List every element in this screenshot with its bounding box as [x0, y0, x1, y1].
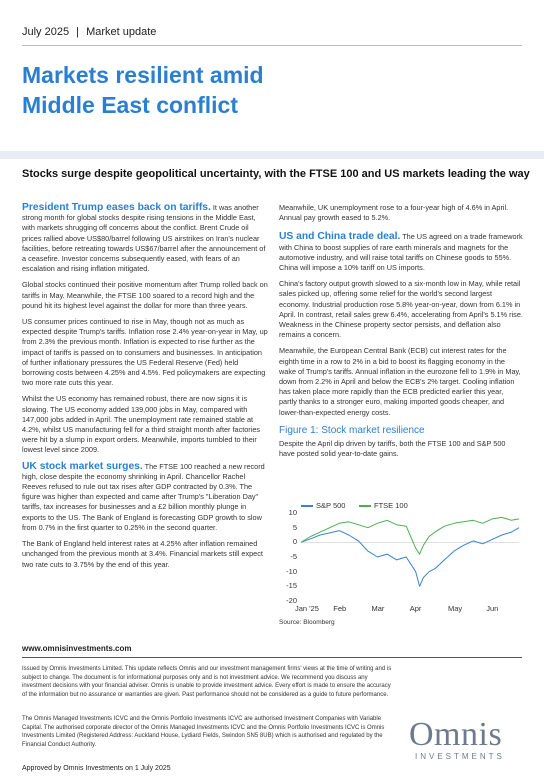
issue-date-line	[22, 26, 156, 38]
y-tick-label: -15	[286, 581, 297, 591]
chart-source: Source: Bloomberg	[279, 619, 335, 626]
x-tick-label: Mar	[371, 604, 385, 613]
x-tick-label: Jun	[486, 604, 499, 613]
series-line-sp500	[301, 528, 519, 587]
y-tick-label: 10	[288, 508, 297, 517]
left-column	[22, 203, 268, 576]
figure-title: Figure 1: Stock market resilience	[279, 424, 425, 436]
legend-label-ftse: FTSE 100	[374, 501, 408, 510]
omnis-logo: Omnis	[409, 716, 503, 753]
figure-caption: Despite the April dip driven by tariffs, both the FTSE 100 and S&P 500 have posted solid year-to-date gains.	[279, 439, 506, 459]
section-3-para-1: The US agreed on a trade framework with China to boost supplies of rare earth minerals and magnets for the automotive industry, and will raise total tariffs on Chinese goods to 55%. China will impose a 10% tariff on US imports.	[279, 232, 523, 273]
section-2-para-1: The FTSE 100 reached a new record high, close despite the economy shrinking in April. Chancellor Rachel Reeves refused to rule out tax rises after GDP contracted by 0.3%. The figure was higher than expected and came after Trump's "Liberation Day" tariffs, tax increases for businesses and a £2 billion monthly plunge in exports to the US. The Bank of England is forecasting GDP growth to slow from 0.7% in the first quarter to 0.25% in the second quarter.	[22, 461, 265, 532]
approval-note: Approved by Omnis Investments on 1 July 2025	[22, 765, 171, 772]
website-url[interactable]: www.omnisinvestments.com	[22, 644, 132, 653]
page-title	[22, 60, 462, 120]
title-line-1: Markets resilient amid	[22, 62, 264, 88]
x-tick-label: Jan '25	[295, 604, 319, 613]
series-line-ftse100	[301, 517, 519, 554]
y-tick-label: -10	[286, 566, 297, 576]
header-separator: |	[76, 26, 80, 38]
document-category: Market update	[86, 26, 157, 38]
header-rule	[22, 45, 522, 46]
section-3-intro	[279, 232, 523, 273]
y-tick-label: -5	[290, 552, 297, 561]
x-tick-label: Apr	[409, 604, 422, 613]
section-3-para-2: China's factory output growth slowed to a six-month low in May, while retail sales picked up, offering some relief for the world's second largest economy. Industrial production rose 5.8% year-on-year, down from 6.1% in April. In contrast, retail sales grew 6.4%, accelerating from April's 5.1% rise. Weakness in the Chinese property sector persists, and deflation also remains a concern.	[279, 279, 523, 340]
title-line-2: Middle East conflict	[22, 92, 238, 118]
page-subtitle: Stocks surge despite geopolitical uncertainty, with the FTSE 100 and US markets leading the way	[22, 168, 530, 180]
section-1-intro	[22, 203, 268, 274]
stock-chart	[279, 497, 523, 617]
issue-date: July 2025	[22, 26, 70, 38]
section-2-para-2: The Bank of England held interest rates at 4.25% after inflation remained unchanged from the previous month at 3.4%. Financial markets still expect two rate cuts to 3.75% by the end of this year.	[22, 539, 263, 569]
section-1-para-1: It was another strong month for global stocks despite rising tensions in the Middle East, with markets shrugging off concerns about the conflict. Brent Crude oil prices rallied above US$80/barrel following US airstrikes on Iran's nuclear facilities, before retreating towards US$67/barrel after the announcement of a ceasefire. Investor concerns subsequently eased, with fears of an escalation and rising inflation mitigated.	[22, 203, 266, 274]
y-tick-label: 0	[292, 537, 297, 547]
x-tick-label: May	[447, 604, 463, 613]
disclaimer-2: The Omnis Managed Investments ICVC and the Omnis Portfolio Investments ICVC are authorised Investment Companies with Variable Capital. The authorised corporate director of the Omnis Managed Investments ICVC and the Omnis Portfolio Investments ICVC is Omnis Investments Limited (Registered Address: Auckland House, Lydiard Fields, Swindon SN5 8UB) which is authorised and regulated by the Financial Conduct Authority.	[22, 716, 385, 748]
omnis-logo-subtitle: INVESTMENTS	[415, 752, 505, 761]
legend-label-sp500: S&P 500	[316, 501, 346, 510]
y-tick-label: 5	[292, 522, 297, 532]
section-heading-uk: UK stock market surges.	[22, 460, 143, 472]
section-heading-china: US and China trade deal.	[279, 231, 401, 243]
x-tick-label: Feb	[333, 604, 347, 613]
section-1-para-3: US consumer prices continued to rise in May, though not as much as expected despite Trump's tariffs. Inflation rose 2.4% year-on-year in May, up from 2.3% the previous month. Inflation is expected to rise further as the impact of tariffs is passed on to consumers and businesses. In anticipation of further inflationary pressures the US Federal Reserve (Fed) held borrowing costs between 4.25% and 4.5%. Fed policymakers are expecting two more rate cuts this year.	[22, 317, 268, 388]
y-tick-label: -20	[286, 596, 297, 605]
footer-rule	[22, 657, 522, 658]
chart-container	[279, 497, 523, 617]
header-band	[0, 151, 544, 159]
section-1-para-4: Whilst the US economy has remained robust, there are now signs it is slowing. The US economy added 139,000 jobs in May, compared with 147,000 jobs added in April. The unemployment rate remained stable at 4.2%, whilst US manufacturing fell for a third straight month after factories were hit by a slump in export orders. Meanwhile, imports tumbled to their lowest level since 2009.	[22, 394, 261, 455]
right-para-0: Meanwhile, UK unemployment rose to a four-year high of 4.6% in April. Annual pay growth eased to 5.2%.	[279, 203, 509, 223]
section-2-intro	[22, 462, 268, 533]
right-column	[279, 203, 523, 459]
disclaimer-1: Issued by Omnis Investments Limited. This update reflects Omnis and our investment management firms' views at the time of writing and is subject to change. The document is for informational purposes only and is not investment advice. We recommend you discuss any investment decisions with your financial adviser. Omnis is unable to provide investment advice. Every effort is made to ensure the accuracy of the information but no assurance or warranties are given. Past performance should not be considered as a guide to future performance.	[22, 666, 392, 698]
section-1-para-2: Global stocks continued their positive momentum after Trump rolled back on tariffs in May. Meanwhile, the FTSE 100 soared to a record high and the pound hit its highest level against the dollar for more than three years.	[22, 280, 268, 310]
section-heading-tariffs: President Trump eases back on tariffs.	[22, 202, 211, 213]
section-3-para-3: Meanwhile, the European Central Bank (ECB) cut interest rates for the eighth time in a row to 2% in a bid to boost its flagging economy in the wake of Trump's tariffs. Annual inflation in the eurozone fell to 1.9% in May, down from 2.2% in April and below the ECB's 2% target. Cooling inflation has taken place more rapidly than the ECB predicted earlier this year, partly thanks to a stronger euro, making imported goods cheaper, and lower-than-expected energy costs.	[279, 346, 521, 417]
